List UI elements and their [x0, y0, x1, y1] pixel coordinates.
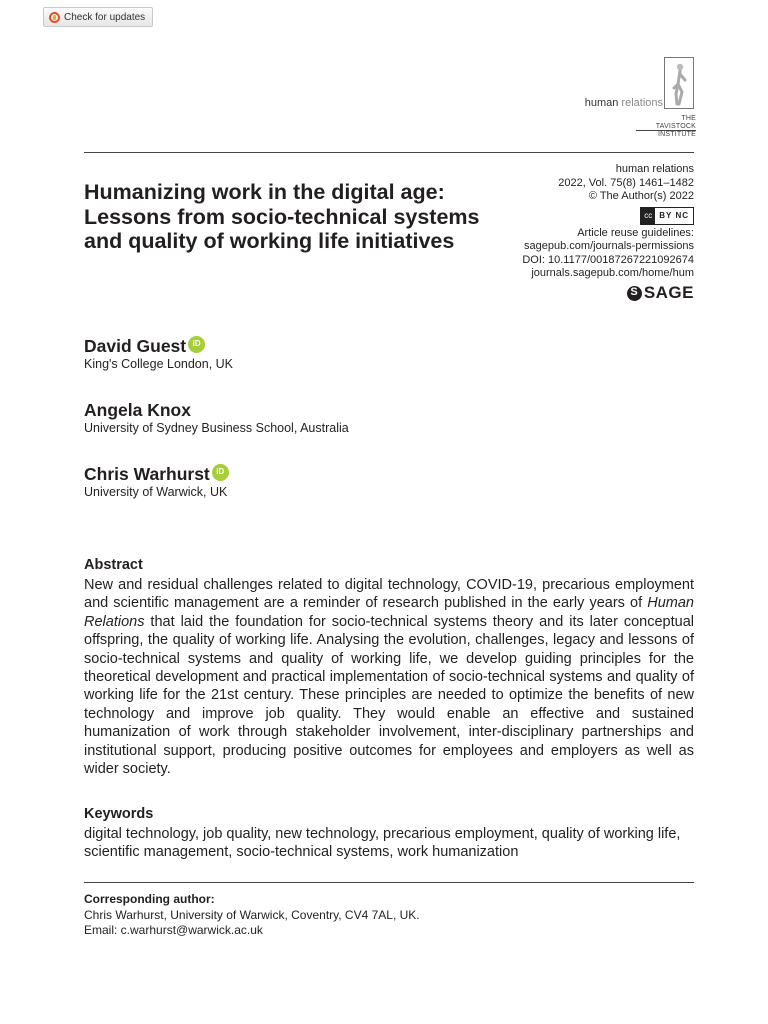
- keywords-heading: Keywords: [84, 806, 154, 822]
- creative-commons-license-icon[interactable]: cc BY NC: [640, 207, 694, 225]
- sage-icon: S: [627, 286, 642, 301]
- author-block: [84, 464, 229, 500]
- meta-journal: human relations: [615, 163, 694, 175]
- footnote-divider: [84, 882, 694, 883]
- author-affiliation: University of Sydney Business School, Australia: [84, 421, 349, 435]
- meta-reuse-label: Article reuse guidelines:: [577, 226, 694, 239]
- crossmark-icon: [49, 12, 60, 23]
- abstract-heading: Abstract: [84, 557, 143, 573]
- keywords-text: digital technology, job quality, new technology, precarious employment, quality of working life, scientific management, socio-technical systems, work humanization: [84, 826, 681, 861]
- corresponding-author-address: Chris Warhurst, University of Warwick, Coventry, CV4 7AL, UK.: [84, 908, 420, 922]
- check-for-updates-label: Check for updates: [64, 11, 146, 23]
- journal-logo-figure: [664, 57, 694, 109]
- publisher-logo: THE TAVISTOCK INSTITUTE: [636, 115, 696, 139]
- author-block: [84, 400, 349, 436]
- journal-meta: [522, 163, 694, 301]
- author-name: David Guest: [84, 336, 187, 356]
- header-divider: [84, 152, 694, 153]
- author-affiliation: University of Warwick, UK: [84, 485, 228, 499]
- author-affiliation: King's College London, UK: [84, 357, 234, 371]
- check-for-updates-button[interactable]: [43, 7, 153, 27]
- journal-logo-text: human relations: [584, 97, 663, 109]
- meta-journal-url[interactable]: journals.sagepub.com/home/hum: [531, 267, 694, 279]
- orcid-icon[interactable]: iD: [212, 464, 229, 481]
- meta-reuse-link[interactable]: sagepub.com/journals-permissions: [524, 240, 694, 252]
- article-title: Humanizing work in the digital age: Lessons from socio-technical systems and quality of working life initiatives: [84, 180, 480, 253]
- abstract-text: New and residual challenges related to digital technology, COVID-19, precarious employment and scientific management are a reminder of research published in the early years of Human Relations that laid the foundation for socio-technical systems theory and its later conceptual offspring, the quality of working life. Analysing the evolution, challenges, legacy and lessons of socio-technical systems and quality of working life, we develop guiding principles for the theoretical development and practical implementation of socio-technical systems and quality of working life for the 21st century. These principles are needed to optimize the benefits of new technology and improve job quality. They would enable an effective and sustained humanization of work through stakeholder involvement, inter-disciplinary partnerships and institutional support, producing positive outcomes for employees and employers as well as wider society.: [84, 577, 694, 778]
- corresponding-author-email[interactable]: Email: c.warhurst@warwick.ac.uk: [84, 923, 263, 937]
- sage-logo: S SAGE: [522, 286, 694, 301]
- author-name: Angela Knox: [84, 400, 191, 420]
- meta-doi[interactable]: DOI: 10.1177/00187267221092674: [522, 253, 694, 266]
- meta-copyright: © The Author(s) 2022: [588, 190, 694, 202]
- corresponding-author-heading: Corresponding author:: [84, 892, 215, 906]
- author-name: Chris Warhurst: [84, 464, 210, 484]
- author-block: [84, 336, 233, 372]
- meta-volume: 2022, Vol. 75(8) 1461–1482: [558, 176, 694, 189]
- orcid-icon[interactable]: iD: [188, 336, 205, 353]
